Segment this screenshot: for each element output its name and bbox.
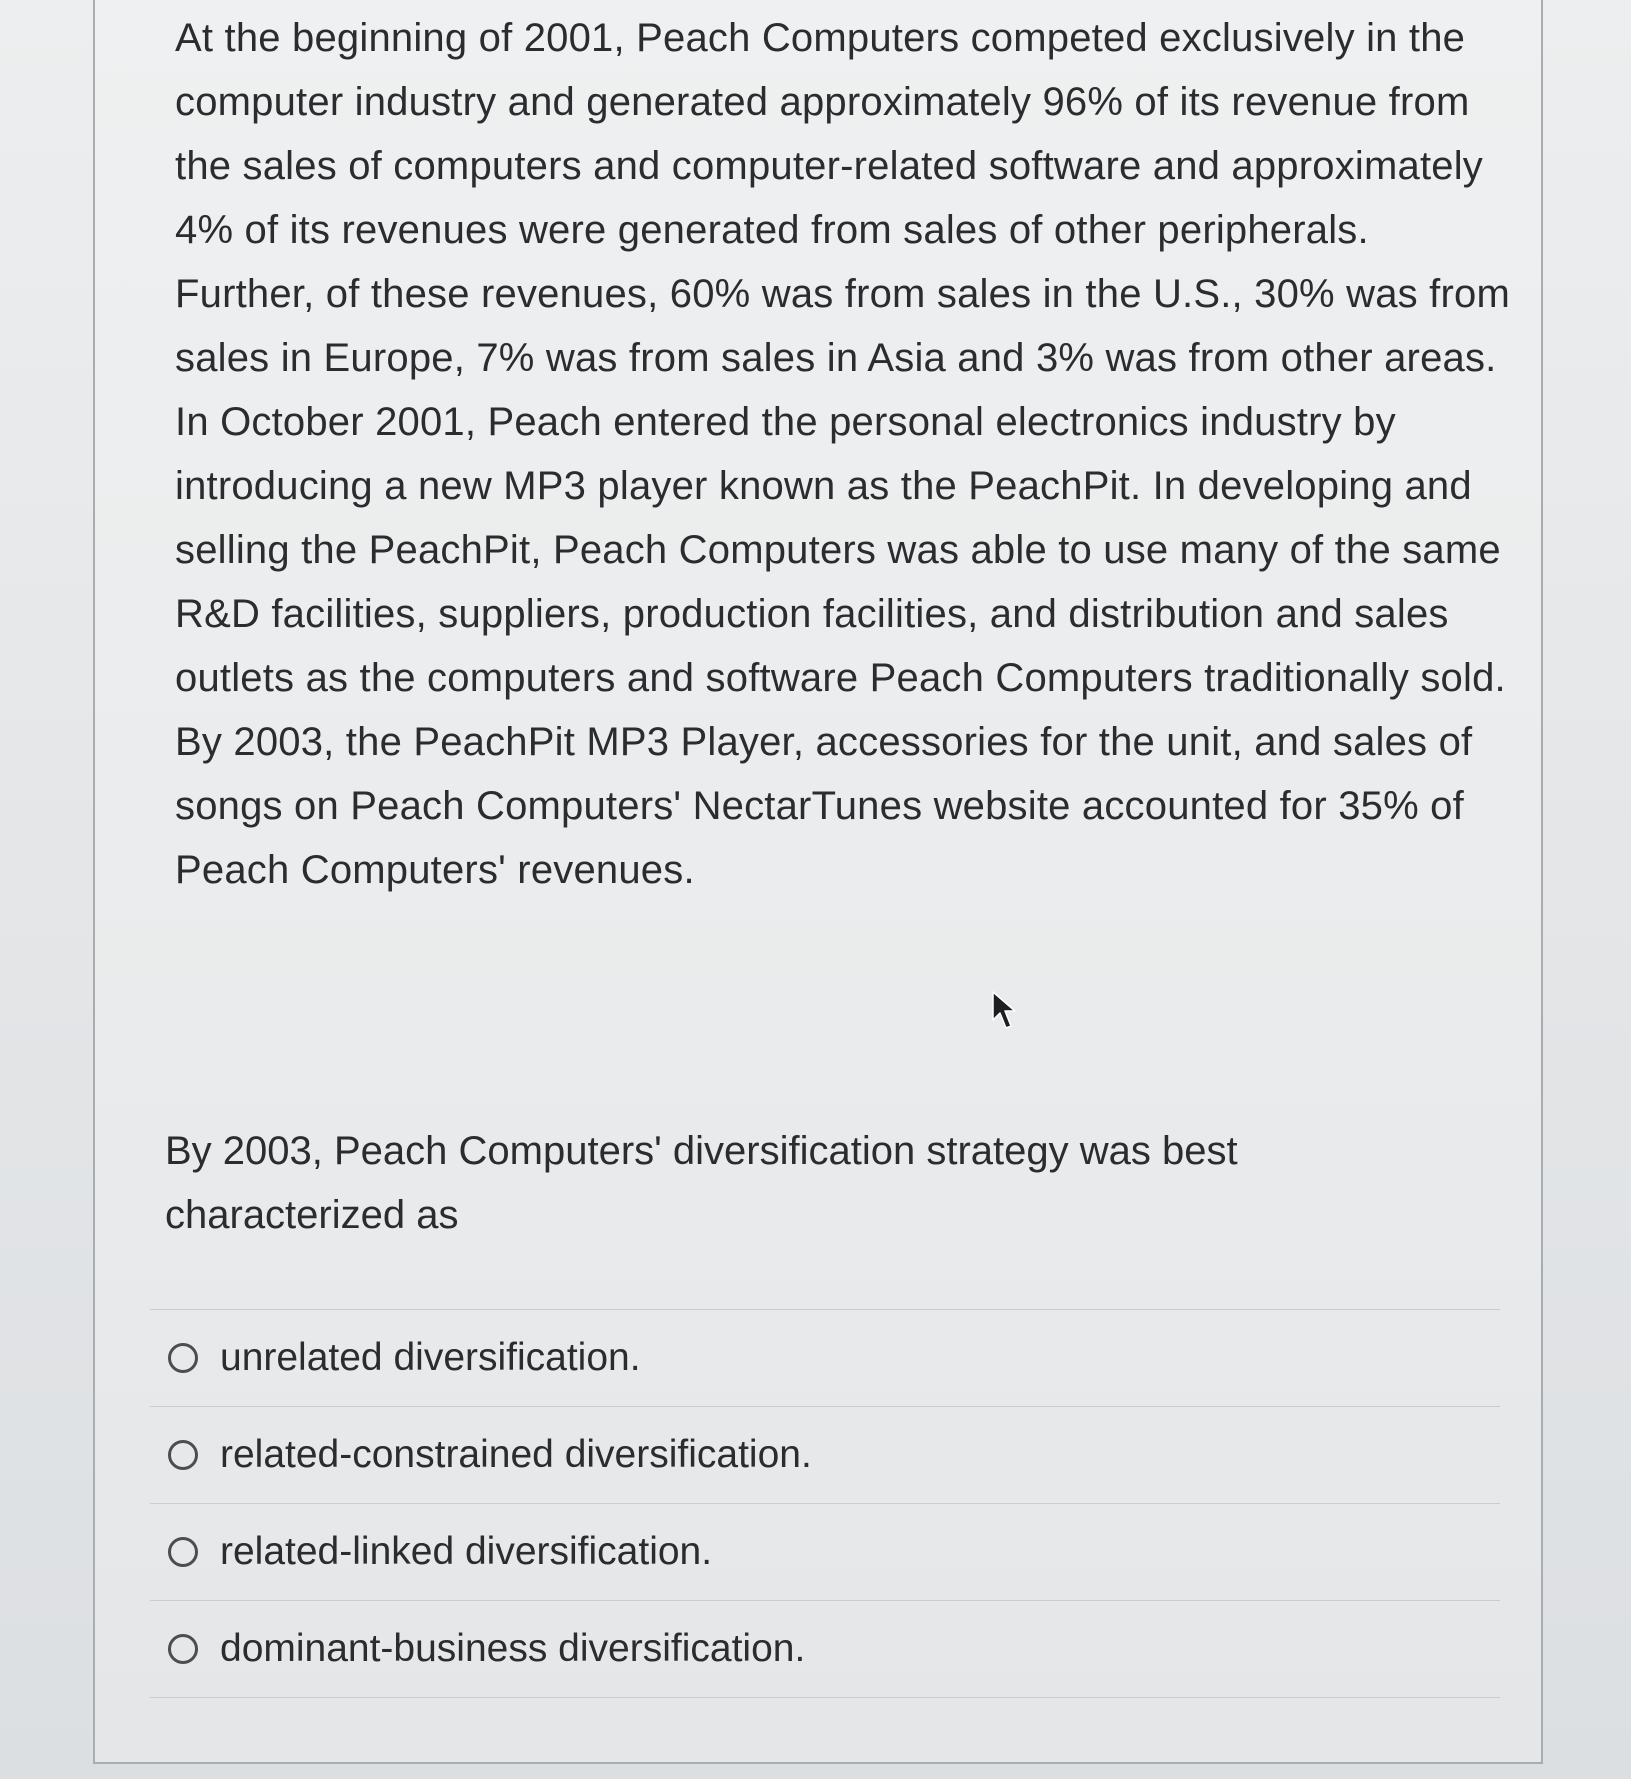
question-passage: At the beginning of 2001, Peach Computers competed exclusively in the computer industry and generated approximately 96% of its revenue from the sales of computers and computer-related software and approximately 4% of its revenues were generated from sales of other peripherals. Further, of these revenues, 60% was from sales in the U.S., 30% was from sales in Europe, 7% was from sales in Asia and 3% was from other areas. In October 2001, Peach entered the personal electronics industry by introducing a new MP3 player known as the PeachPit. In developing and selling the PeachPit, Peach Computers was able to use many of the same R&D facilities, suppliers, production facilities, and distribution and sales outlets as the computers and software Peach Computers traditionally sold. By 2003, the PeachPit MP3 Player, accessories for the unit, and sales of songs on Peach Computers' NectarTunes website accounted for 35% of Peach Computers' revenues.	[175, 16, 1510, 892]
answer-option-4[interactable]	[150, 1601, 1500, 1698]
radio-unselected-icon[interactable]	[168, 1634, 198, 1664]
answer-option-3[interactable]	[150, 1504, 1500, 1601]
answer-option-2[interactable]	[150, 1407, 1500, 1504]
answer-option-label[interactable]: related-constrained diversification.	[220, 1433, 812, 1476]
answer-options	[150, 1309, 1500, 1698]
answer-option-label[interactable]: unrelated diversification.	[220, 1336, 641, 1379]
answer-option-label[interactable]: related-linked diversification.	[220, 1530, 713, 1573]
question-card	[93, 0, 1543, 1764]
radio-unselected-icon[interactable]	[168, 1440, 198, 1470]
answer-option-label[interactable]: dominant-business diversification.	[220, 1627, 806, 1670]
answer-option-1[interactable]	[150, 1310, 1500, 1407]
radio-unselected-icon[interactable]	[168, 1537, 198, 1567]
radio-unselected-icon[interactable]	[168, 1343, 198, 1373]
question-prompt: By 2003, Peach Computers' diversification strategy was best characterized as	[165, 1129, 1238, 1237]
mouse-pointer-icon	[991, 990, 1019, 1032]
